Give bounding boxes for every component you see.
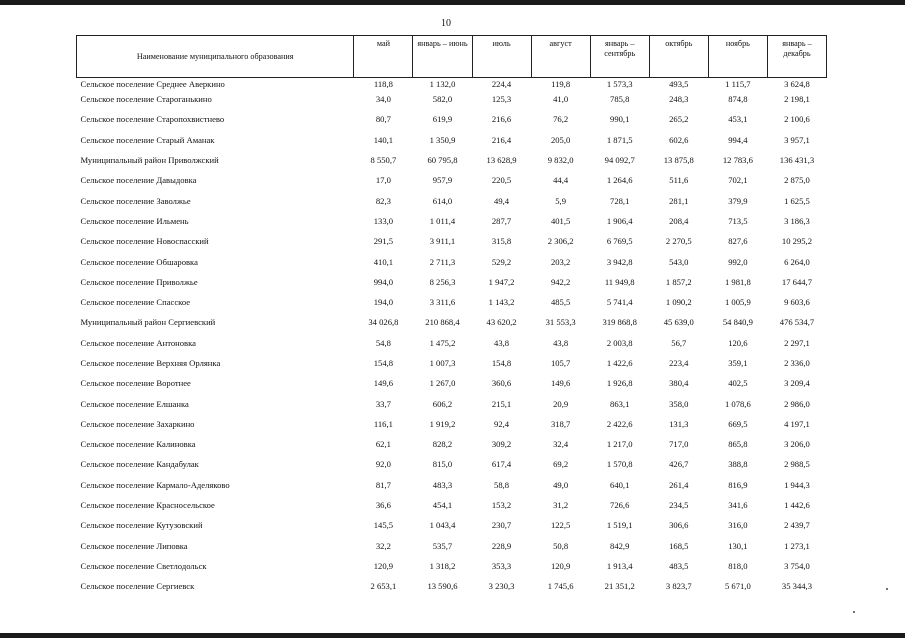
value-cell: 818,0	[728, 560, 748, 571]
value-cell: 1 267,0	[429, 378, 456, 389]
municipality-name-cell: Муниципальный район Приволжский	[80, 155, 219, 166]
value-cell: 208,4	[669, 215, 689, 226]
value-cell: 31,2	[553, 500, 569, 511]
value-cell: 353,3	[491, 560, 512, 571]
value-cell: 122,5	[550, 520, 571, 531]
value-cell: 41,0	[553, 94, 569, 105]
value-cell: 380,4	[669, 378, 689, 389]
value-cell: 454,1	[432, 500, 453, 511]
value-cell: 410,1	[373, 256, 394, 267]
value-cell: 1 273,1	[784, 540, 810, 551]
municipality-name-cell: Сельское поселение Давыдовка	[80, 175, 197, 186]
value-cell: 54,8	[375, 337, 391, 348]
value-cell: 493,5	[669, 79, 689, 89]
table-row	[77, 89, 827, 109]
value-cell: 785,8	[610, 94, 630, 105]
value-cell: 20,9	[553, 398, 569, 409]
table-row	[77, 576, 827, 596]
municipality-name-cell: Сельское поселение Красносельское	[80, 500, 215, 511]
value-cell: 315,8	[491, 236, 512, 247]
value-cell: 105,7	[550, 358, 571, 368]
value-cell: 2 653,1	[370, 581, 397, 592]
value-cell: 45 639,0	[663, 317, 694, 328]
value-cell: 2 439,7	[784, 520, 810, 531]
value-cell: 6 264,0	[784, 256, 810, 267]
value-cell: 76,2	[553, 114, 569, 125]
value-cell: 120,6	[728, 337, 748, 348]
value-cell: 4 197,1	[784, 418, 810, 429]
value-cell: 140,1	[373, 134, 394, 145]
value-cell: 2 986,0	[784, 398, 810, 409]
value-cell: 94 092,7	[604, 155, 635, 166]
value-cell: 265,2	[669, 114, 689, 125]
table-row	[77, 292, 827, 312]
value-cell: 865,8	[728, 439, 748, 450]
column-header-july: июль	[472, 36, 531, 78]
value-cell: 669,5	[728, 418, 748, 429]
value-cell: 56,7	[671, 337, 687, 348]
value-cell: 388,8	[728, 459, 748, 470]
value-cell: 1 217,0	[606, 439, 633, 450]
table-row	[77, 231, 827, 251]
value-cell: 1 318,2	[429, 560, 456, 571]
value-cell: 203,2	[550, 256, 571, 267]
value-cell: 2 711,3	[429, 256, 456, 267]
value-cell: 43,8	[494, 337, 510, 348]
column-header-jan-sep: январь – сентябрь	[590, 36, 649, 78]
value-cell: 717,0	[669, 439, 689, 450]
value-cell: 35 344,3	[781, 581, 812, 592]
value-cell: 1 442,6	[784, 500, 810, 511]
value-cell: 401,5	[550, 215, 571, 226]
value-cell: 13 875,8	[663, 155, 694, 166]
value-cell: 92,0	[375, 459, 391, 470]
value-cell: 3 209,4	[784, 378, 810, 389]
value-cell: 1 090,2	[665, 297, 692, 308]
value-cell: 617,4	[491, 459, 512, 470]
value-cell: 529,2	[491, 256, 512, 267]
value-cell: 602,6	[669, 134, 689, 145]
municipality-name-cell: Сельское поселение Кандабулак	[80, 459, 199, 470]
value-cell: 485,5	[550, 297, 571, 308]
table-row	[77, 515, 827, 535]
value-cell: 319 868,8	[602, 317, 637, 328]
value-cell: 815,0	[432, 459, 453, 470]
value-cell: 215,1	[491, 398, 512, 409]
table-row	[77, 475, 827, 495]
value-cell: 816,9	[728, 479, 748, 490]
value-cell: 827,6	[728, 236, 748, 247]
value-cell: 713,5	[728, 215, 748, 226]
top-border-bar	[0, 0, 905, 5]
table-body	[77, 78, 827, 597]
value-cell: 3 957,1	[784, 134, 810, 145]
value-cell: 942,2	[550, 276, 571, 287]
value-cell: 5,9	[555, 195, 566, 206]
value-cell: 149,6	[373, 378, 394, 389]
column-header-november: ноябрь	[708, 36, 767, 78]
value-cell: 291,5	[373, 236, 394, 247]
data-table	[76, 35, 827, 596]
value-cell: 863,1	[610, 398, 630, 409]
value-cell: 543,0	[669, 256, 689, 267]
value-cell: 582,0	[432, 94, 453, 105]
value-cell: 360,6	[491, 378, 512, 389]
value-cell: 9 832,0	[547, 155, 574, 166]
value-cell: 358,0	[669, 398, 689, 409]
value-cell: 1 857,2	[665, 276, 692, 287]
table-row	[77, 353, 827, 373]
table-container	[76, 35, 827, 596]
table-row	[77, 536, 827, 556]
value-cell: 1 926,8	[606, 378, 633, 389]
value-cell: 1 078,6	[724, 398, 751, 409]
value-cell: 990,1	[610, 114, 630, 125]
table-row	[77, 109, 827, 129]
page-number: 10	[441, 18, 451, 29]
value-cell: 2 336,0	[784, 358, 810, 368]
municipality-name-cell: Сельское поселение Обшаровка	[80, 256, 198, 267]
value-cell: 3 911,1	[429, 236, 456, 247]
table-row	[77, 556, 827, 576]
table-row	[77, 414, 827, 434]
value-cell: 726,6	[610, 500, 630, 511]
value-cell: 44,4	[553, 175, 569, 186]
value-cell: 483,5	[669, 560, 689, 571]
municipality-name-cell: Сельское поселение Кармало-Аделяково	[80, 479, 230, 490]
value-cell: 62,1	[375, 439, 391, 450]
value-cell: 1 906,4	[606, 215, 633, 226]
value-cell: 49,4	[494, 195, 510, 206]
value-cell: 316,0	[728, 520, 748, 531]
value-cell: 1 625,5	[784, 195, 810, 206]
value-cell: 702,1	[728, 175, 748, 186]
municipality-name-cell: Сельское поселение Воротнее	[80, 378, 191, 389]
value-cell: 426,7	[669, 459, 689, 470]
value-cell: 2 270,5	[665, 236, 692, 247]
table-row	[77, 170, 827, 190]
value-cell: 828,2	[432, 439, 453, 450]
value-cell: 230,7	[491, 520, 512, 531]
municipality-name-cell: Сельское поселение Калиновка	[80, 439, 196, 450]
column-header-name: Наименование муниципального образования	[77, 36, 354, 78]
column-header-august: август	[531, 36, 590, 78]
value-cell: 21 351,2	[604, 581, 635, 592]
value-cell: 2 988,5	[784, 459, 810, 470]
value-cell: 2 422,6	[606, 418, 633, 429]
value-cell: 119,8	[551, 79, 571, 89]
header-row	[77, 36, 827, 78]
municipality-name-cell: Сельское поселение Заволжье	[80, 195, 191, 206]
value-cell: 402,5	[728, 378, 748, 389]
municipality-name-cell: Сельское поселение Спасское	[80, 297, 191, 308]
value-cell: 33,7	[375, 398, 391, 409]
municipality-name-cell: Сельское поселение Захаркино	[80, 418, 195, 429]
value-cell: 2 297,1	[784, 337, 810, 348]
value-cell: 31 553,3	[545, 317, 576, 328]
value-cell: 1 005,9	[724, 297, 751, 308]
value-cell: 1 947,2	[488, 276, 515, 287]
value-cell: 43,8	[553, 337, 569, 348]
value-cell: 1 745,6	[547, 581, 574, 592]
value-cell: 125,3	[491, 94, 512, 105]
value-cell: 1 519,1	[606, 520, 633, 531]
value-cell: 5 671,0	[724, 581, 751, 592]
value-cell: 511,6	[669, 175, 689, 186]
value-cell: 1 043,4	[429, 520, 456, 531]
value-cell: 220,5	[491, 175, 512, 186]
value-cell: 1 143,2	[488, 297, 515, 308]
value-cell: 17,0	[375, 175, 391, 186]
municipality-name-cell: Сельское поселение Новоспасский	[80, 236, 209, 247]
value-cell: 1 132,0	[429, 79, 456, 89]
table-row	[77, 78, 827, 90]
value-cell: 1 570,8	[606, 459, 633, 470]
value-cell: 32,2	[375, 540, 391, 551]
municipality-name-cell: Сельское поселение Липовка	[80, 540, 188, 551]
value-cell: 994,4	[728, 134, 748, 145]
table-row	[77, 251, 827, 271]
value-cell: 133,0	[373, 215, 394, 226]
municipality-name-cell: Сельское поселение Кутузовский	[80, 520, 203, 531]
municipality-name-cell: Сельское поселение Верхняя Орлянка	[80, 358, 221, 368]
value-cell: 145,5	[373, 520, 394, 531]
value-cell: 3 186,3	[784, 215, 810, 226]
value-cell: 1 919,2	[429, 418, 456, 429]
value-cell: 168,5	[669, 540, 689, 551]
table-row	[77, 434, 827, 454]
value-cell: 281,1	[669, 195, 689, 206]
municipality-name-cell: Сельское поселение Елшанка	[80, 398, 189, 409]
value-cell: 1 264,6	[606, 175, 633, 186]
table-row	[77, 272, 827, 292]
value-cell: 1 350,9	[429, 134, 456, 145]
value-cell: 992,0	[728, 256, 748, 267]
table-row	[77, 333, 827, 353]
value-cell: 309,2	[491, 439, 512, 450]
value-cell: 120,9	[373, 560, 394, 571]
value-cell: 69,2	[553, 459, 569, 470]
value-cell: 54 840,9	[722, 317, 753, 328]
value-cell: 17 644,7	[781, 276, 812, 287]
value-cell: 216,4	[491, 134, 512, 145]
value-cell: 957,9	[432, 175, 453, 186]
value-cell: 228,9	[491, 540, 512, 551]
value-cell: 210 868,4	[425, 317, 460, 328]
table-row	[77, 373, 827, 393]
value-cell: 43 620,2	[486, 317, 517, 328]
value-cell: 2 198,1	[784, 94, 810, 105]
value-cell: 2 875,0	[784, 175, 810, 186]
value-cell: 49,0	[553, 479, 569, 490]
value-cell: 34,0	[375, 94, 391, 105]
value-cell: 118,8	[373, 79, 393, 89]
value-cell: 149,6	[550, 378, 571, 389]
value-cell: 216,6	[491, 114, 512, 125]
value-cell: 614,0	[432, 195, 453, 206]
municipality-name-cell: Сельское поселение Сергиевск	[80, 581, 195, 592]
value-cell: 154,8	[373, 358, 394, 368]
value-cell: 359,1	[728, 358, 748, 368]
value-cell: 1 422,6	[606, 358, 633, 368]
column-header-october: октябрь	[649, 36, 708, 78]
value-cell: 1 981,8	[724, 276, 751, 287]
value-cell: 606,2	[432, 398, 453, 409]
value-cell: 379,9	[728, 195, 748, 206]
value-cell: 50,8	[553, 540, 569, 551]
value-cell: 248,3	[669, 94, 689, 105]
column-header-jan-jun: январь – июнь	[413, 36, 472, 78]
value-cell: 3 206,0	[784, 439, 810, 450]
value-cell: 3 823,7	[665, 581, 692, 592]
value-cell: 3 942,8	[606, 256, 633, 267]
value-cell: 11 949,8	[604, 276, 635, 287]
value-cell: 60 795,8	[427, 155, 458, 166]
table-row	[77, 393, 827, 413]
bottom-border-bar	[0, 633, 905, 638]
table-row	[77, 211, 827, 231]
municipality-name-cell: Сельское поселение Староганькино	[80, 94, 212, 105]
value-cell: 8 256,3	[429, 276, 456, 287]
scan-speck	[853, 611, 855, 613]
value-cell: 13 628,9	[486, 155, 517, 166]
column-header-jan-dec: январь – декабрь	[767, 36, 826, 78]
value-cell: 3 230,3	[488, 581, 515, 592]
value-cell: 2 306,2	[547, 236, 574, 247]
value-cell: 131,3	[669, 418, 689, 429]
value-cell: 82,3	[375, 195, 391, 206]
municipality-name-cell: Сельское поселение Среднее Аверкино	[80, 79, 225, 89]
value-cell: 1 007,3	[429, 358, 456, 368]
value-cell: 81,7	[375, 479, 391, 490]
value-cell: 120,9	[550, 560, 571, 571]
value-cell: 728,1	[610, 195, 630, 206]
value-cell: 619,9	[432, 114, 453, 125]
value-cell: 223,4	[669, 358, 689, 368]
value-cell: 3 311,6	[429, 297, 456, 308]
value-cell: 58,8	[494, 479, 510, 490]
value-cell: 13 590,6	[427, 581, 458, 592]
value-cell: 36,6	[375, 500, 391, 511]
table-row	[77, 150, 827, 170]
value-cell: 261,4	[669, 479, 689, 490]
value-cell: 32,4	[553, 439, 569, 450]
value-cell: 453,1	[728, 114, 748, 125]
municipality-name-cell: Сельское поселение Светлодольск	[80, 560, 207, 571]
municipality-name-cell: Сельское поселение Старопохвистнево	[80, 114, 225, 125]
value-cell: 341,6	[728, 500, 748, 511]
value-cell: 12 783,6	[722, 155, 753, 166]
value-cell: 476 534,7	[779, 317, 815, 328]
value-cell: 287,7	[491, 215, 512, 226]
value-cell: 3 624,8	[784, 79, 810, 89]
value-cell: 1 913,4	[606, 560, 633, 571]
table-row	[77, 130, 827, 150]
municipality-name-cell: Сельское поселение Приволжье	[80, 276, 198, 287]
value-cell: 234,5	[669, 500, 689, 511]
value-cell: 9 603,6	[784, 297, 810, 308]
value-cell: 2 003,8	[606, 337, 633, 348]
table-row	[77, 454, 827, 474]
table-row	[77, 190, 827, 210]
value-cell: 80,7	[375, 114, 391, 125]
value-cell: 153,2	[491, 500, 512, 511]
value-cell: 2 100,6	[784, 114, 810, 125]
value-cell: 136 431,3	[779, 155, 815, 166]
value-cell: 1 011,4	[429, 215, 456, 226]
value-cell: 535,7	[432, 540, 453, 551]
value-cell: 306,6	[669, 520, 689, 531]
value-cell: 3 754,0	[784, 560, 810, 571]
value-cell: 1 115,7	[725, 79, 751, 89]
value-cell: 994,0	[373, 276, 394, 287]
value-cell: 1 475,2	[429, 337, 456, 348]
value-cell: 1 573,3	[606, 79, 633, 89]
value-cell: 92,4	[494, 418, 510, 429]
value-cell: 6 769,5	[606, 236, 633, 247]
value-cell: 154,8	[491, 358, 512, 368]
value-cell: 1 871,5	[606, 134, 633, 145]
value-cell: 483,3	[432, 479, 453, 490]
scan-speck	[886, 588, 888, 590]
municipality-name-cell: Муниципальный район Сергиевский	[80, 317, 216, 328]
value-cell: 194,0	[373, 297, 394, 308]
value-cell: 224,4	[491, 79, 512, 89]
table-row	[77, 495, 827, 515]
municipality-name-cell: Сельское поселение Ильмень	[80, 215, 189, 226]
value-cell: 116,1	[373, 418, 393, 429]
municipality-name-cell: Сельское поселение Антоновка	[80, 337, 196, 348]
table-row	[77, 312, 827, 332]
column-header-may: май	[354, 36, 413, 78]
value-cell: 8 550,7	[370, 155, 397, 166]
value-cell: 130,1	[728, 540, 748, 551]
value-cell: 10 295,2	[781, 236, 812, 247]
value-cell: 318,7	[550, 418, 571, 429]
municipality-name-cell: Сельское поселение Старый Аманак	[80, 134, 215, 145]
value-cell: 1 944,3	[784, 479, 810, 490]
value-cell: 5 741,4	[606, 297, 633, 308]
value-cell: 205,0	[550, 134, 571, 145]
value-cell: 640,1	[610, 479, 630, 490]
value-cell: 842,9	[610, 540, 630, 551]
value-cell: 34 026,8	[368, 317, 399, 328]
value-cell: 874,8	[728, 94, 748, 105]
